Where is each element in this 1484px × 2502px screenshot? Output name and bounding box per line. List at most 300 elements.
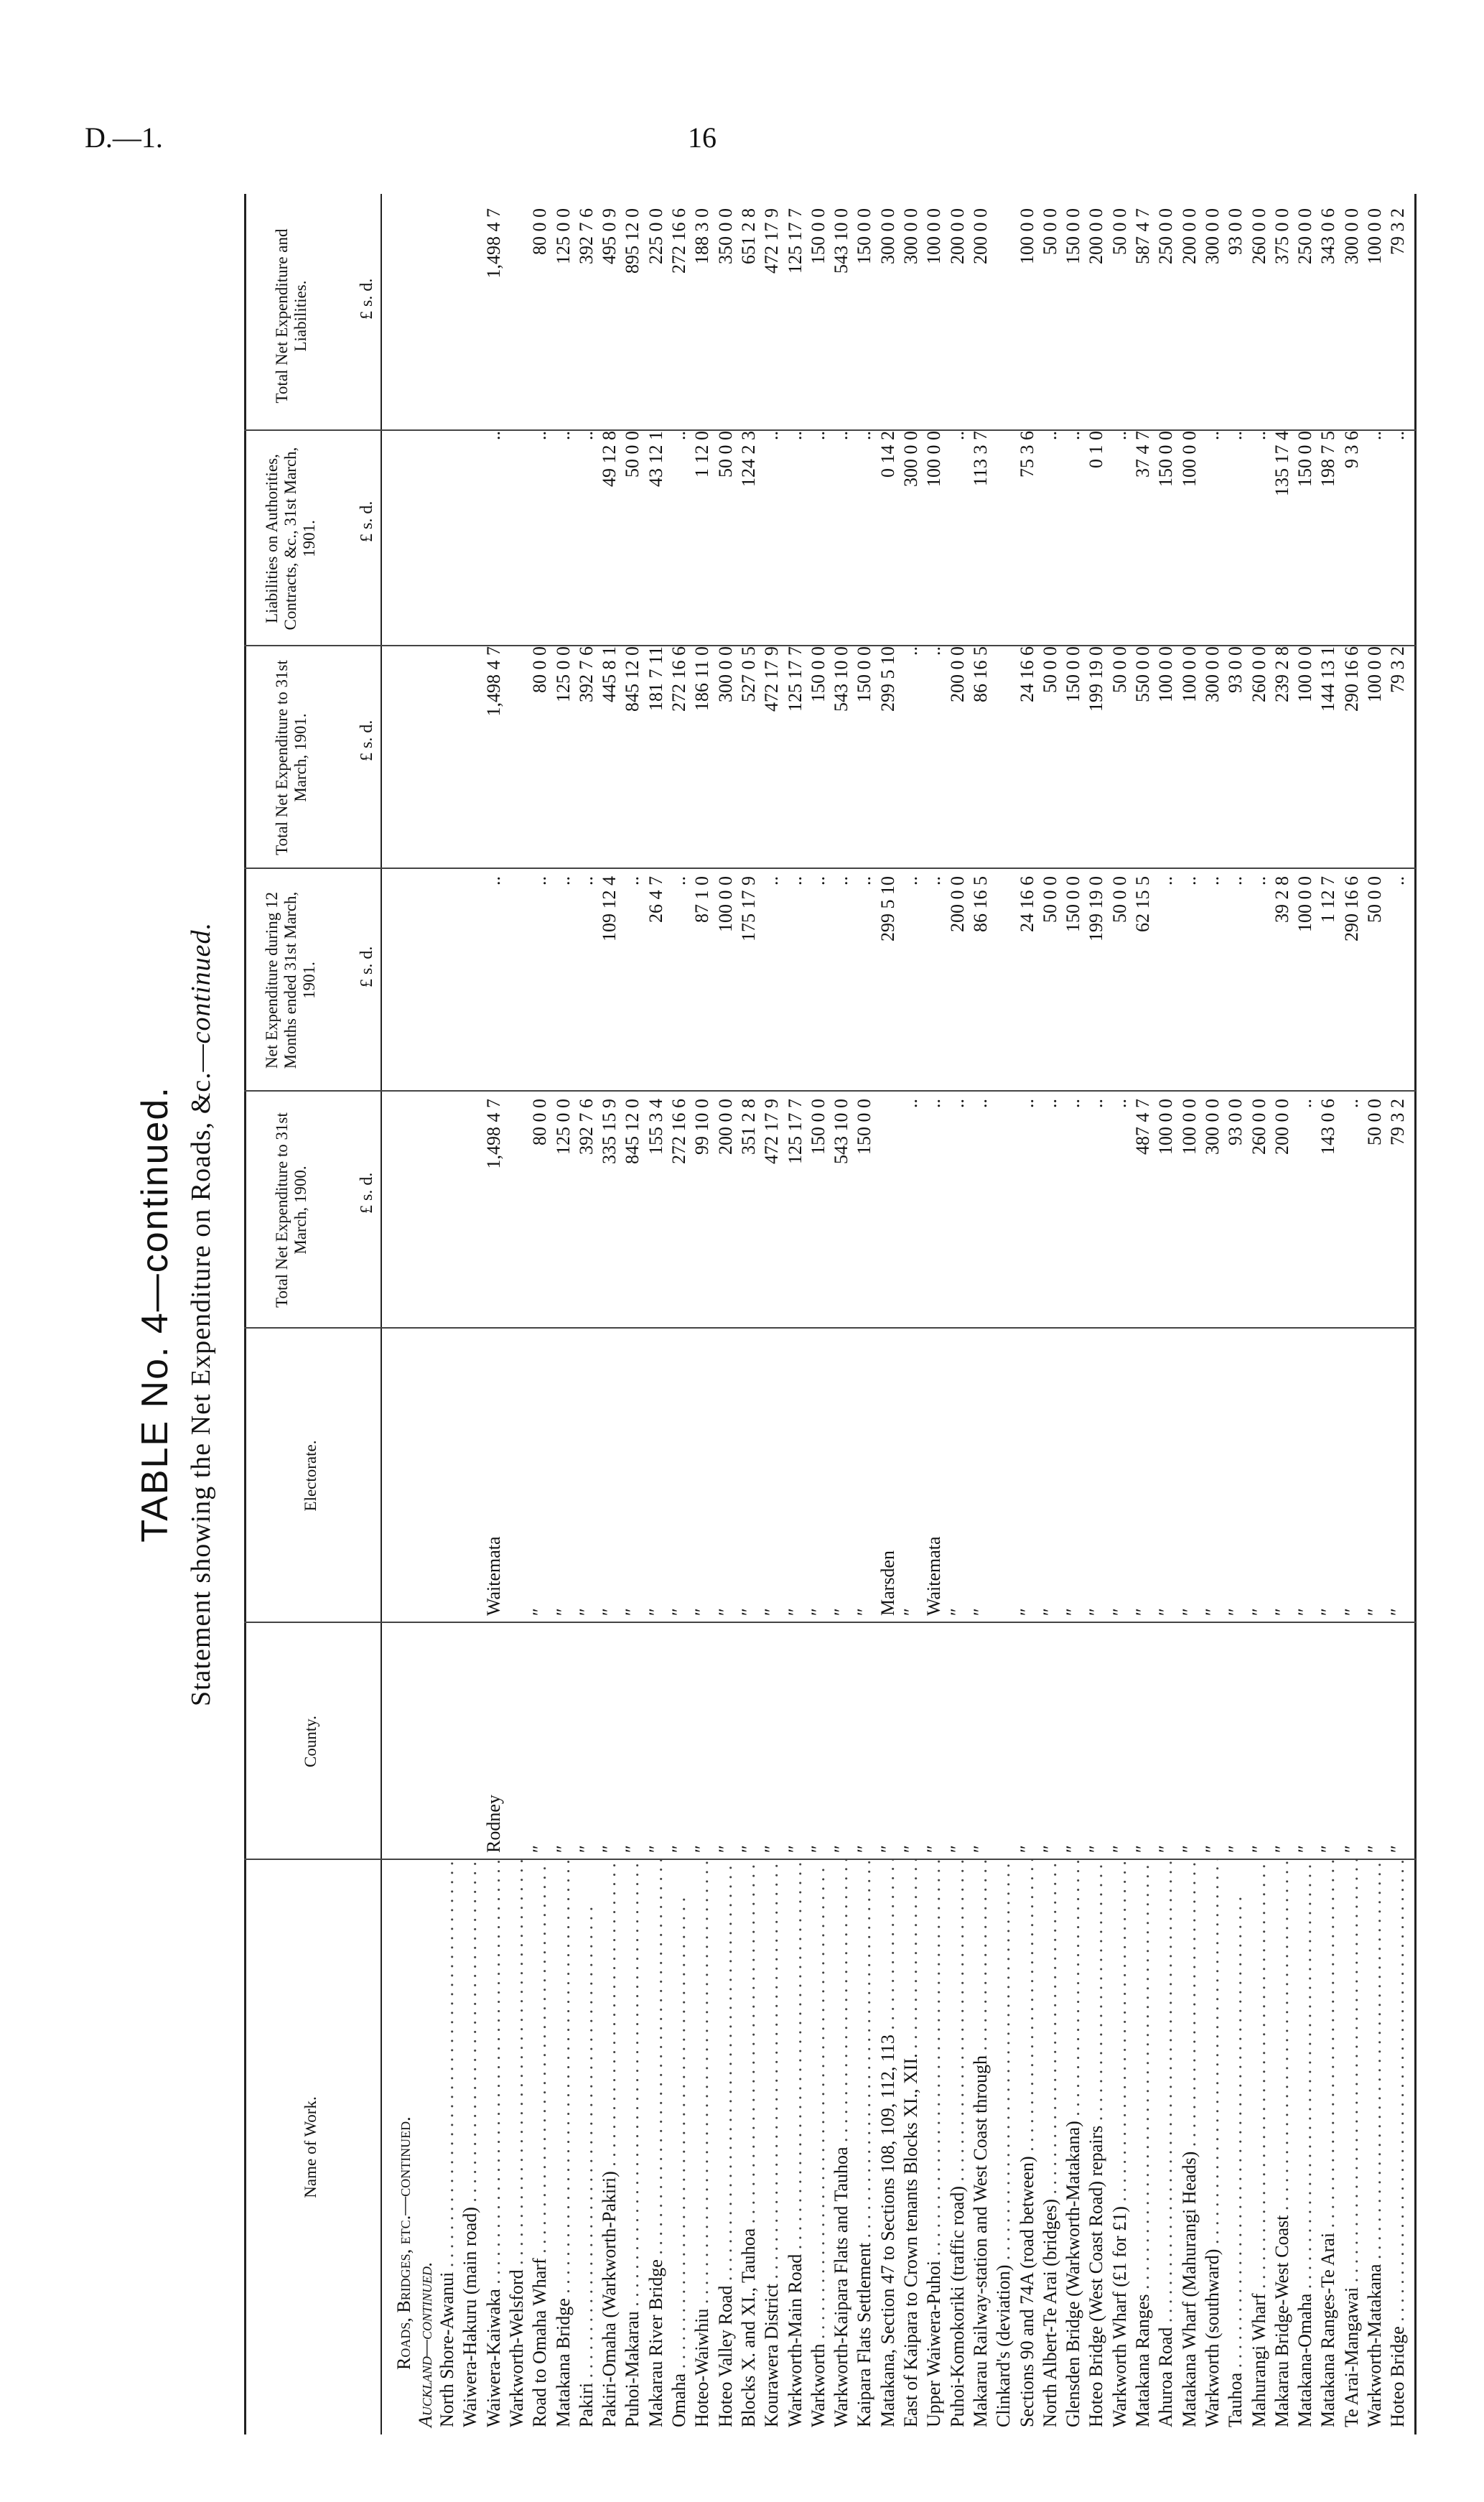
total-with-liabilities-cell: 260 0 0 bbox=[1248, 208, 1269, 264]
liabilities-cell: .. bbox=[761, 431, 783, 440]
electorate-cell: ″ bbox=[552, 1608, 574, 1616]
total-with-liabilities-cell: 200 0 0 bbox=[1178, 208, 1200, 264]
table-row bbox=[947, 194, 969, 2434]
total-to-1900-cell: 272 16 6 bbox=[668, 1099, 689, 1164]
electorate-cell: ″ bbox=[1132, 1608, 1153, 1616]
header-bottom-rule bbox=[381, 194, 382, 2434]
expenditure-1901-cell: .. bbox=[1225, 876, 1246, 885]
liabilities-cell: 43 12 1 bbox=[645, 431, 666, 487]
expenditure-1901-cell: 50 0 0 bbox=[1109, 876, 1130, 923]
table-row bbox=[622, 194, 643, 2434]
total-to-1900-cell: .. bbox=[969, 1099, 991, 1108]
table-row bbox=[1317, 194, 1339, 2434]
work-name: Blocks X. and XI., Tauhoa . . . bbox=[738, 1860, 760, 2427]
total-to-1901-cell: 150 0 0 bbox=[854, 646, 875, 702]
county-cell: ″ bbox=[946, 1845, 968, 1853]
county-cell: ″ bbox=[599, 1845, 620, 1853]
table-row bbox=[645, 194, 667, 2434]
work-name: Pakiri . . . bbox=[576, 1860, 597, 2427]
total-with-liabilities-cell: 300 0 0 bbox=[900, 208, 921, 264]
table-row bbox=[923, 194, 945, 2434]
subsection-heading bbox=[415, 194, 437, 2434]
liabilities-cell: .. bbox=[575, 431, 597, 440]
total-with-liabilities-cell: 300 0 0 bbox=[1340, 208, 1362, 264]
table-subtitle-suffix: continued. bbox=[186, 921, 216, 1044]
liabilities-cell: 75 3 6 bbox=[1016, 431, 1037, 478]
electorate-cell: ″ bbox=[969, 1608, 991, 1616]
liabilities-cell: 300 0 0 bbox=[900, 431, 921, 487]
county-cell: ″ bbox=[1248, 1845, 1269, 1853]
table-row bbox=[1179, 194, 1200, 2434]
table-row bbox=[854, 194, 875, 2434]
total-with-liabilities-cell: 150 0 0 bbox=[807, 208, 829, 264]
electorate-cell: ″ bbox=[1225, 1608, 1246, 1616]
table-bottom-rule bbox=[1414, 194, 1417, 2434]
total-to-1901-cell: 239 2 8 bbox=[1271, 646, 1292, 702]
work-name: Warkworth-Kaipara Flats and Tauhoa . . . bbox=[831, 1860, 852, 2427]
work-name: Glensden Bridge (Warkworth-Matakana) . . . bbox=[1063, 1860, 1084, 2427]
liabilities-cell: 9 3 6 bbox=[1340, 431, 1362, 468]
work-name: Warkworth . . . bbox=[808, 1860, 829, 2427]
total-with-liabilities-cell: 125 17 7 bbox=[784, 208, 806, 274]
liabilities-cell: .. bbox=[1225, 431, 1246, 440]
total-to-1900-cell: .. bbox=[923, 1099, 945, 1108]
liabilities-cell: .. bbox=[831, 431, 852, 440]
work-name: Hoteo-Waiwhiu . . . bbox=[691, 1860, 713, 2427]
electorate-cell: ″ bbox=[900, 1608, 921, 1616]
electorate-cell: ″ bbox=[807, 1608, 829, 1616]
total-to-1901-cell: 472 17 9 bbox=[761, 646, 783, 712]
expenditure-1901-cell: .. bbox=[622, 876, 643, 885]
total-with-liabilities-cell: 100 0 0 bbox=[923, 208, 945, 264]
expenditure-1901-cell: 290 16 6 bbox=[1340, 876, 1362, 941]
total-to-1900-cell: 392 7 6 bbox=[575, 1099, 597, 1155]
county-cell: ″ bbox=[1063, 1845, 1084, 1853]
table-row bbox=[1202, 194, 1223, 2434]
total-to-1901-cell: 260 0 0 bbox=[1248, 646, 1269, 702]
work-name: Makarau Bridge-West Coast . . . bbox=[1271, 1860, 1293, 2427]
county-cell: ″ bbox=[1178, 1845, 1200, 1853]
total-to-1901-cell: 300 0 0 bbox=[1201, 646, 1223, 702]
work-name: Puhoi-Makarau . . . bbox=[622, 1860, 643, 2427]
table-row bbox=[553, 194, 574, 2434]
expenditure-1901-cell: .. bbox=[784, 876, 806, 885]
total-to-1900-cell: 351 2 8 bbox=[737, 1099, 759, 1155]
work-name: Hoteo Valley Road . . . bbox=[715, 1860, 737, 2427]
total-with-liabilities-cell: 587 4 7 bbox=[1132, 208, 1153, 264]
liabilities-cell: 113 3 7 bbox=[969, 431, 991, 487]
liabilities-cell: .. bbox=[1248, 431, 1269, 440]
work-name: Hoteo Bridge (West Coast Road) repairs . . . bbox=[1086, 1860, 1107, 2427]
liabilities-cell: 49 12 8 bbox=[599, 431, 620, 487]
liabilities-cell: .. bbox=[1109, 431, 1130, 440]
electorate-cell: ″ bbox=[1364, 1608, 1385, 1616]
total-to-1900-cell: 150 0 0 bbox=[807, 1099, 829, 1155]
electorate-cell: ″ bbox=[529, 1608, 551, 1616]
total-with-liabilities-cell: 272 16 6 bbox=[668, 208, 689, 274]
total-to-1900-cell: 300 0 0 bbox=[1201, 1099, 1223, 1155]
work-name: Matakana-Omaha . . . bbox=[1294, 1860, 1316, 2427]
expenditure-1901-cell: 100 0 0 bbox=[714, 876, 736, 932]
total-with-liabilities-cell: 79 3 2 bbox=[1387, 208, 1409, 255]
total-to-1901-cell: .. bbox=[900, 646, 921, 656]
electorate-cell: ″ bbox=[714, 1608, 736, 1616]
table-row bbox=[1155, 194, 1177, 2434]
total-to-1900-cell: .. bbox=[1086, 1099, 1107, 1108]
col-head-c1: Total Net Expenditure to 31st March, 1900. bbox=[273, 1112, 309, 1308]
liabilities-cell: 50 0 0 bbox=[714, 431, 736, 478]
table-row bbox=[1364, 194, 1386, 2434]
electorate-cell: ″ bbox=[854, 1608, 875, 1616]
col-head-county: County. bbox=[302, 1716, 319, 1767]
table-row bbox=[877, 194, 899, 2434]
table-row bbox=[970, 194, 991, 2434]
liabilities-cell: .. bbox=[807, 431, 829, 440]
work-name: Matakana, Section 47 to Sections 108, 109, 112, 113 . . . bbox=[877, 1860, 899, 2427]
liabilities-cell: 37 4 7 bbox=[1132, 431, 1153, 478]
col-head-electorate: Electorate. bbox=[302, 1440, 319, 1512]
total-to-1900-cell: 50 0 0 bbox=[1364, 1099, 1385, 1145]
total-to-1901-cell: 445 8 1 bbox=[599, 646, 620, 702]
unit-c4: £ s. d. bbox=[358, 501, 376, 542]
table-row bbox=[1063, 194, 1084, 2434]
total-with-liabilities-cell: 472 17 9 bbox=[761, 208, 783, 274]
table-row bbox=[483, 194, 505, 2434]
liabilities-cell: 150 0 0 bbox=[1155, 431, 1177, 487]
county-cell: ″ bbox=[622, 1845, 643, 1853]
county-cell: ″ bbox=[831, 1845, 852, 1853]
table-row bbox=[900, 194, 922, 2434]
work-name: Kaipara Flats Settlement . . . bbox=[854, 1860, 875, 2427]
county-cell: ″ bbox=[807, 1845, 829, 1853]
total-with-liabilities-cell: 100 0 0 bbox=[1016, 208, 1037, 264]
total-to-1901-cell: 181 7 11 bbox=[645, 646, 666, 712]
county-cell: Rodney bbox=[482, 1795, 504, 1853]
work-name: North Shore-Awanui . . . bbox=[437, 1860, 458, 2427]
total-to-1901-cell: 100 0 0 bbox=[1364, 646, 1385, 702]
liabilities-cell: 135 17 4 bbox=[1271, 431, 1292, 496]
expenditure-1901-cell: 86 16 5 bbox=[969, 876, 991, 932]
table-row bbox=[738, 194, 760, 2434]
county-cell: ″ bbox=[737, 1845, 759, 1853]
electorate-cell: ″ bbox=[1340, 1608, 1362, 1616]
county-cell: ″ bbox=[691, 1845, 713, 1853]
subsection-title: Auckland—continued. bbox=[415, 2261, 436, 2427]
expenditure-1901-cell: .. bbox=[1248, 876, 1269, 885]
total-to-1900-cell: 143 0 6 bbox=[1317, 1099, 1339, 1155]
work-name: Makarau Railway-station and West Coast through . . . bbox=[970, 1860, 991, 2427]
electorate-cell: Waitemata bbox=[482, 1536, 504, 1616]
electorate-cell: ″ bbox=[599, 1608, 620, 1616]
county-cell: ″ bbox=[1016, 1845, 1037, 1853]
county-cell: ″ bbox=[1364, 1845, 1385, 1853]
total-to-1900-cell: 335 15 9 bbox=[599, 1099, 620, 1164]
electorate-cell: ″ bbox=[1271, 1608, 1292, 1616]
electorate-cell: ″ bbox=[1109, 1608, 1130, 1616]
liabilities-cell: 0 14 2 bbox=[877, 431, 898, 478]
col-head-name: Name of Work. bbox=[302, 2096, 319, 2198]
total-to-1901-cell: 290 16 6 bbox=[1340, 646, 1362, 712]
total-to-1900-cell: 200 0 0 bbox=[714, 1099, 736, 1155]
liabilities-cell: 0 1 0 bbox=[1086, 431, 1107, 468]
electorate-cell: ″ bbox=[1086, 1608, 1107, 1616]
electorate-cell: ″ bbox=[1294, 1608, 1316, 1616]
table-row bbox=[1086, 194, 1107, 2434]
work-name: Warkworth (southward) . . . bbox=[1202, 1860, 1223, 2427]
table-row bbox=[715, 194, 737, 2434]
county-cell: ″ bbox=[1317, 1845, 1339, 1853]
total-to-1901-cell: 144 13 1 bbox=[1317, 646, 1339, 712]
total-to-1900-cell: .. bbox=[1016, 1099, 1037, 1108]
unit-c1: £ s. d. bbox=[358, 1172, 376, 1214]
work-name: Omaha . . . bbox=[668, 1860, 690, 2427]
work-name: Matakana Wharf (Mahurangi Heads) . . . bbox=[1179, 1860, 1200, 2427]
col-head-c4: Liabilities on Authorities, Contracts, &c., 31st March, 1901. bbox=[263, 447, 318, 631]
liabilities-cell: .. bbox=[529, 431, 551, 440]
electorate-cell: ″ bbox=[1178, 1608, 1200, 1616]
table-row bbox=[437, 194, 458, 2434]
table-subtitle-prefix: Statement showing the Net Expenditure on Roads, &c.— bbox=[186, 1043, 216, 1707]
total-to-1900-cell: 260 0 0 bbox=[1248, 1099, 1269, 1155]
total-to-1901-cell: 24 16 6 bbox=[1016, 646, 1037, 702]
table-row bbox=[459, 194, 481, 2434]
expenditure-1901-cell: .. bbox=[1178, 876, 1200, 885]
table-row bbox=[808, 194, 829, 2434]
expenditure-1901-cell: .. bbox=[1387, 876, 1409, 885]
total-to-1901-cell: 1,498 4 7 bbox=[482, 646, 504, 717]
total-to-1900-cell: .. bbox=[900, 1099, 921, 1108]
liabilities-cell: .. bbox=[784, 431, 806, 440]
table-row bbox=[1294, 194, 1316, 2434]
total-with-liabilities-cell: 200 0 0 bbox=[946, 208, 968, 264]
page-reference: D.—1. bbox=[85, 121, 163, 154]
work-name: Warkworth-Matakana . . . bbox=[1364, 1860, 1386, 2427]
table-row bbox=[1040, 194, 1061, 2434]
expenditure-1901-cell: 1 12 7 bbox=[1317, 876, 1339, 923]
table-row bbox=[993, 194, 1014, 2434]
work-name: East of Kaipara to Crown tenants Blocks XI., XII. . . . bbox=[900, 1860, 922, 2427]
total-to-1901-cell: 125 0 0 bbox=[552, 646, 574, 702]
electorate-cell: ″ bbox=[1039, 1608, 1060, 1616]
expenditure-1901-cell: 175 17 9 bbox=[737, 876, 759, 941]
total-to-1900-cell: .. bbox=[946, 1099, 968, 1108]
work-name: Mahurangi Wharf . . . bbox=[1249, 1860, 1270, 2427]
expenditure-1901-cell: 200 0 0 bbox=[946, 876, 968, 932]
expenditure-1901-cell: 299 5 10 bbox=[877, 876, 898, 941]
table-row bbox=[1225, 194, 1246, 2434]
total-to-1901-cell: 150 0 0 bbox=[1063, 646, 1084, 702]
total-to-1900-cell: 155 3 4 bbox=[645, 1099, 666, 1155]
work-name: Road to Omaha Wharf . . . bbox=[529, 1860, 551, 2427]
col-head-c3: Total Net Expenditure to 31st March, 1901. bbox=[273, 660, 309, 855]
work-name: Kourawera District . . . bbox=[761, 1860, 783, 2427]
work-name: Te Arai-Mangawai . . . bbox=[1341, 1860, 1363, 2427]
total-to-1900-cell: .. bbox=[1109, 1099, 1130, 1108]
expenditure-1901-cell: 199 19 0 bbox=[1086, 876, 1107, 941]
county-cell: ″ bbox=[1109, 1845, 1130, 1853]
county-cell: ″ bbox=[714, 1845, 736, 1853]
expenditure-1901-cell: 87 1 0 bbox=[691, 876, 713, 923]
expenditure-1901-cell: .. bbox=[668, 876, 689, 885]
work-name: Makarau River Bridge . . . bbox=[645, 1860, 667, 2427]
unit-c3: £ s. d. bbox=[358, 720, 376, 761]
total-to-1900-cell: 1,498 4 7 bbox=[482, 1099, 504, 1169]
work-name: Warkworth-Welsford . . . bbox=[506, 1860, 528, 2427]
table-title: TABLE No. 4—continued. bbox=[134, 1086, 176, 1543]
work-name: Hoteo Bridge . . . bbox=[1387, 1860, 1409, 2427]
total-with-liabilities-cell: 50 0 0 bbox=[1109, 208, 1130, 255]
electorate-cell: ″ bbox=[1155, 1608, 1177, 1616]
total-to-1901-cell: 186 11 0 bbox=[691, 646, 713, 712]
total-to-1900-cell: 100 0 0 bbox=[1178, 1099, 1200, 1155]
work-name: Warkworth-Main Road . . . bbox=[785, 1860, 806, 2427]
county-cell: ″ bbox=[1086, 1845, 1107, 1853]
county-cell: ″ bbox=[1201, 1845, 1223, 1853]
table-row bbox=[1341, 194, 1363, 2434]
work-name: Pakiri-Omaha (Warkworth-Pakiri) . . . bbox=[599, 1860, 620, 2427]
work-name: Clinkard's (deviation) . . . bbox=[993, 1860, 1014, 2427]
county-cell: ″ bbox=[761, 1845, 783, 1853]
total-to-1901-cell: 845 12 0 bbox=[622, 646, 643, 712]
total-to-1900-cell: 125 0 0 bbox=[552, 1099, 574, 1155]
county-cell: ″ bbox=[1132, 1845, 1153, 1853]
total-to-1900-cell: 543 10 0 bbox=[831, 1099, 852, 1164]
total-with-liabilities-cell: 1,498 4 7 bbox=[482, 208, 504, 279]
county-cell: ″ bbox=[645, 1845, 666, 1853]
total-to-1900-cell: 472 17 9 bbox=[761, 1099, 783, 1164]
county-cell: ″ bbox=[1225, 1845, 1246, 1853]
county-cell: ″ bbox=[529, 1845, 551, 1853]
total-to-1901-cell: 550 0 0 bbox=[1132, 646, 1153, 702]
table-row bbox=[529, 194, 551, 2434]
work-name: North Albert-Te Arai (bridges) . . . bbox=[1040, 1860, 1061, 2427]
total-to-1901-cell: 80 0 0 bbox=[529, 646, 551, 693]
total-with-liabilities-cell: 150 0 0 bbox=[1063, 208, 1084, 264]
county-cell: ″ bbox=[877, 1845, 898, 1853]
total-to-1901-cell: 150 0 0 bbox=[807, 646, 829, 702]
county-cell: ″ bbox=[1155, 1845, 1177, 1853]
total-to-1900-cell: 80 0 0 bbox=[529, 1099, 551, 1145]
county-cell: ″ bbox=[1387, 1845, 1409, 1853]
total-with-liabilities-cell: 50 0 0 bbox=[1039, 208, 1060, 255]
table-row bbox=[1109, 194, 1131, 2434]
table-row bbox=[785, 194, 806, 2434]
table-row bbox=[668, 194, 690, 2434]
work-name: Sections 90 and 74A (road between) . . . bbox=[1017, 1860, 1038, 2427]
total-with-liabilities-cell: 100 0 0 bbox=[1364, 208, 1385, 264]
section-title: Roads, Bridges, etc.—continued. bbox=[393, 2116, 414, 2370]
expenditure-1901-cell: .. bbox=[807, 876, 829, 885]
liabilities-cell: .. bbox=[668, 431, 689, 440]
total-to-1901-cell: 79 3 2 bbox=[1387, 646, 1409, 693]
total-to-1900-cell: 150 0 0 bbox=[854, 1099, 875, 1155]
expenditure-1901-cell: .. bbox=[482, 876, 504, 885]
total-to-1901-cell: 527 0 5 bbox=[737, 646, 759, 702]
total-to-1900-cell: .. bbox=[1063, 1099, 1084, 1108]
total-with-liabilities-cell: 225 0 0 bbox=[645, 208, 666, 264]
county-cell: ″ bbox=[923, 1845, 945, 1853]
total-to-1901-cell: 272 16 6 bbox=[668, 646, 689, 712]
total-to-1900-cell: 845 12 0 bbox=[622, 1099, 643, 1164]
electorate-cell: ″ bbox=[645, 1608, 666, 1616]
total-to-1901-cell: 50 0 0 bbox=[1039, 646, 1060, 693]
county-cell: ″ bbox=[900, 1845, 921, 1853]
electorate-cell: ″ bbox=[668, 1608, 689, 1616]
total-with-liabilities-cell: 543 10 0 bbox=[831, 208, 852, 274]
total-to-1901-cell: 543 10 0 bbox=[831, 646, 852, 712]
expenditure-1901-cell: .. bbox=[575, 876, 597, 885]
liabilities-cell: .. bbox=[1039, 431, 1060, 440]
expenditure-1901-cell: .. bbox=[831, 876, 852, 885]
county-cell: ″ bbox=[552, 1845, 574, 1853]
expenditure-1901-cell: 109 12 4 bbox=[599, 876, 620, 941]
liabilities-cell: .. bbox=[1387, 431, 1409, 440]
table-row bbox=[691, 194, 713, 2434]
table-row bbox=[761, 194, 783, 2434]
table-row bbox=[831, 194, 852, 2434]
expenditure-1901-cell: 150 0 0 bbox=[1063, 876, 1084, 932]
total-to-1901-cell: 100 0 0 bbox=[1155, 646, 1177, 702]
electorate-cell: Marsden bbox=[877, 1550, 898, 1616]
table-row bbox=[576, 194, 597, 2434]
liabilities-cell: 50 0 0 bbox=[622, 431, 643, 478]
table-row bbox=[1249, 194, 1270, 2434]
table-subtitle bbox=[185, 194, 217, 2434]
col-head-c2: Net Expenditure during 12 Months ended 31st March, 1901. bbox=[263, 891, 318, 1069]
total-to-1901-cell: 93 0 0 bbox=[1225, 646, 1246, 693]
expenditure-1901-cell: 62 15 5 bbox=[1132, 876, 1153, 932]
electorate-cell: ″ bbox=[1016, 1608, 1037, 1616]
liabilities-cell: .. bbox=[552, 431, 574, 440]
liabilities-cell: .. bbox=[482, 431, 504, 440]
work-name: Puhoi-Komokoriki (traffic road) . . . bbox=[947, 1860, 969, 2427]
expenditure-1901-cell: 39 2 8 bbox=[1271, 876, 1292, 923]
total-with-liabilities-cell: 93 0 0 bbox=[1225, 208, 1246, 255]
electorate-cell: ″ bbox=[1248, 1608, 1269, 1616]
table-row bbox=[506, 194, 528, 2434]
expenditure-1901-cell: .. bbox=[761, 876, 783, 885]
work-name: Warkworth Wharf (£1 for £1) . . . bbox=[1109, 1860, 1131, 2427]
work-name: Matakana Bridge . . . bbox=[553, 1860, 574, 2427]
table-row bbox=[1271, 194, 1293, 2434]
total-to-1900-cell: .. bbox=[1039, 1099, 1060, 1108]
page-number: 16 bbox=[688, 121, 717, 154]
electorate-cell: ″ bbox=[831, 1608, 852, 1616]
total-with-liabilities-cell: 895 12 0 bbox=[622, 208, 643, 274]
table-row bbox=[599, 194, 620, 2434]
work-name: Upper Waiwera-Puhoi . . . bbox=[923, 1860, 945, 2427]
county-cell: ″ bbox=[1271, 1845, 1292, 1853]
liabilities-cell: 124 2 3 bbox=[737, 431, 759, 487]
work-name: Waiwera-Kaiwaka . . . bbox=[483, 1860, 505, 2427]
total-with-liabilities-cell: 150 0 0 bbox=[854, 208, 875, 264]
col-head-c5: Total Net Expenditure and Liabilities. bbox=[273, 228, 309, 404]
expenditure-1901-cell: .. bbox=[923, 876, 945, 885]
electorate-cell: ″ bbox=[1317, 1608, 1339, 1616]
expenditure-1901-cell: .. bbox=[1155, 876, 1177, 885]
total-to-1901-cell: 392 7 6 bbox=[575, 646, 597, 702]
expenditure-1901-cell: .. bbox=[552, 876, 574, 885]
county-cell: ″ bbox=[1294, 1845, 1316, 1853]
county-cell: ″ bbox=[575, 1845, 597, 1853]
work-name: Matakana Ranges-Te Arai . . . bbox=[1317, 1860, 1339, 2427]
liabilities-cell: .. bbox=[854, 431, 875, 440]
liabilities-cell: 100 0 0 bbox=[1178, 431, 1200, 487]
unit-c5: £ s. d. bbox=[358, 278, 376, 320]
total-to-1901-cell: 50 0 0 bbox=[1109, 646, 1130, 693]
total-to-1900-cell: 99 10 0 bbox=[691, 1099, 713, 1155]
total-to-1901-cell: 100 0 0 bbox=[1178, 646, 1200, 702]
